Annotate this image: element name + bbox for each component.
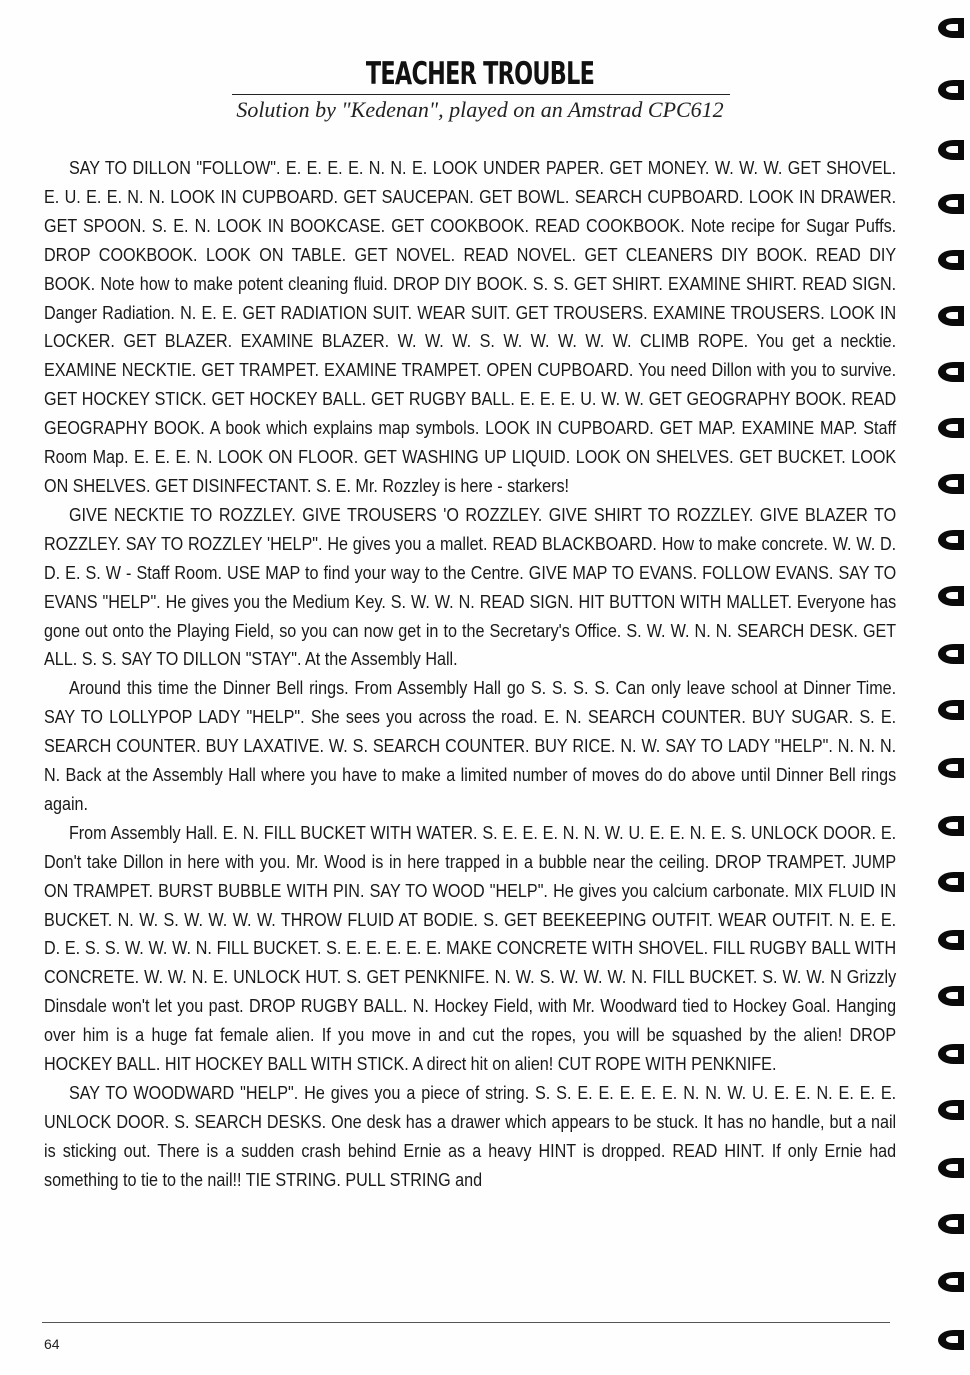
binding-hole xyxy=(938,1214,964,1234)
paragraph: SAY TO DILLON "FOLLOW". E. E. E. E. N. N. E. LOOK UNDER PAPER. GET MONEY. W. W. W. GET SHOVEL. E. U. E. E. N. N. LOOK IN CUPBOARD. GET SAUCEPAN. GET BOWL. SEARCH CUPBOARD. LOOK IN DRAWER. GET SPOON. S. E. N. LOOK IN BOOKCASE. GET COOKBOOK. READ COOKBOOK. Note recipe for Sugar Puffs. DROP COOKBOOK. LOOK ON TABLE. GET NOVEL. READ NOVEL. GET CLEANERS DIY BOOK. READ DIY BOOK. Note how to make potent cleaning fluid. DROP DIY BOOK. S. S. GET SHIRT. EXAMINE SHIRT. READ SIGN. Danger Radiation. N. E. E. GET RADIATION SUIT. WEAR SUIT. GET TROUSERS. EXAMINE TROUSERS. LOOK IN LOCKER. GET BLAZER. EXAMINE BLAZER. W. W. W. S. W. W. W. W. W. CLIMB ROPE. You get a necktie. EXAMINE NECKTIE. GET TRAMPET. EXAMINE TRAMPET. OPEN CUPBOARD. You need Dillon with you to survive. GET HOCKEY STICK. GET HOCKEY BALL. GET RUGBY BALL. E. E. E. U. W. W. GET GEOGRAPHY BOOK. READ GEOGRAPHY BOOK. A book which explains map symbols. LOOK IN CUPBOARD. GET MAP. EXAMINE MAP. Staff Room Map. E. E. E. N. LOOK ON FLOOR. GET WASHING UP LIQUID. LOOK ON SHELVES. GET BUCKET. LOOK ON SHELVES. GET DISINFECTANT. S. E. Mr. Rozzley is here - starkers! xyxy=(44,157,897,496)
binding-hole xyxy=(938,1330,964,1350)
binding-hole xyxy=(938,758,964,778)
paragraph: From Assembly Hall. E. N. FILL BUCKET WITH WATER. S. E. E. E. N. N. W. U. E. E. N. E. S. UNLOCK DOOR. E. Don't take Dillon in here with you. Mr. Wood is in here trapped in a bubble near the ceiling. DROP TRAMPET. JUMP ON TRAMPET. BURST BUBBLE WITH PIN. SAY TO WOOD "HELP". He gives you calcium carbonate. MIX FLUID IN BUCKET. N. W. S. W. W. W. W. THROW FLUID AT BODIE. S. GET BEEKEEPING OUTFIT. WEAR OUTFIT. N. E. E. D. E. S. S. W. W. W. N. FILL BUCKET. S. E. E. E. E. E. MAKE CONCRETE WITH SHOVEL. FILL RUGBY BALL WITH CONCRETE. W. W. N. E. UNLOCK HUT. S. GET PENKNIFE. N. W. S. W. W. W. N. FILL BUCKET. S. W. W. N Grizzly Dinsdale won't let you past. DROP RUGBY BALL. N. Hockey Field, with Mr. Woodward tied to Hockey Goal. Hanging over him is a huge fat female alien. If you move in and cut the ropes, you will be squashed by the alien! DROP HOCKEY BALL. HIT HOCKEY BALL WITH STICK. A direct hit on alien! CUT ROPE WITH PENKNIFE. xyxy=(44,821,897,1075)
paragraph: Around this time the Dinner Bell rings. From Assembly Hall go S. S. S. S. Can only leave school at Dinner Time. SAY TO LOLLYPOP LADY "HELP". She sees you across the road. E. N. SEARCH COUNTER. BUY SUGAR. S. E. SEARCH COUNTER. BUY LAXATIVE. W. S. SEARCH COUNTER. BUY RICE. N. W. SAY TO LADY "HELP". N. N. N. N. Back at the Assembly Hall where you have to make a limited number of moves do do above until Dinner Bell rings again. xyxy=(44,677,897,814)
binding-hole xyxy=(938,1158,964,1178)
binding-hole xyxy=(938,986,964,1006)
body-text xyxy=(44,154,896,1195)
binding-hole xyxy=(938,816,964,836)
footer-rule xyxy=(42,1322,890,1323)
spiral-binding xyxy=(930,0,970,1375)
binding-hole xyxy=(938,930,964,950)
binding-hole xyxy=(938,530,964,550)
binding-hole xyxy=(938,194,964,214)
page-subtitle: Solution by "Kedenan", played on an Amstrad CPC612 xyxy=(236,97,724,122)
binding-hole xyxy=(938,1100,964,1120)
page-title: TEACHER TROUBLE xyxy=(365,56,595,92)
title-underline xyxy=(232,94,730,95)
binding-hole xyxy=(938,474,964,494)
binding-hole xyxy=(938,250,964,270)
binding-hole xyxy=(938,586,964,606)
binding-hole xyxy=(938,140,964,160)
binding-hole xyxy=(938,1044,964,1064)
binding-hole xyxy=(938,1272,964,1292)
binding-hole xyxy=(938,700,964,720)
binding-hole xyxy=(938,872,964,892)
binding-hole xyxy=(938,80,964,100)
paragraph: SAY TO WOODWARD "HELP". He gives you a piece of string. S. S. E. E. E. E. E. N. N. W. U. E. E. N. E. E. E. UNLOCK DOOR. S. SEARCH DESKS. One desk has a drawer which appears to be stuck. It has no handle, but a nail is sticking out. There is a sudden crash behind Ernie as a heavy HINT is dropped. READ HINT. If only Ernie had something to tie to the nail!! TIE STRING. PULL STRING and xyxy=(44,1082,897,1190)
binding-hole xyxy=(938,18,964,38)
binding-hole xyxy=(938,644,964,664)
binding-hole xyxy=(938,362,964,382)
binding-hole xyxy=(938,306,964,326)
paragraph: GIVE NECKTIE TO ROZZLEY. GIVE TROUSERS 'O ROZZLEY. GIVE SHIRT TO ROZZLEY. GIVE BLAZER TO ROZZLEY. SAY TO ROZZLEY 'HELP". He gives you a mallet. READ BLACKBOARD. How to make concrete. W. W. D. D. E. S. W - Staff Room. USE MAP to find your way to the Centre. GIVE MAP TO EVANS. FOLLOW EVANS. SAY TO EVANS "HELP". He gives you the Medium Key. S. W. W. N. READ SIGN. HIT BUTTON WITH MALLET. Everyone has gone out onto the Playing Field, so you can now get in to the Secretary's Office. S. W. W. N. N. SEARCH DESK. GET ALL. S. S. SAY TO DILLON "STAY". At the Assembly Hall. xyxy=(44,503,897,670)
page-number: 64 xyxy=(44,1336,60,1352)
binding-hole xyxy=(938,418,964,438)
